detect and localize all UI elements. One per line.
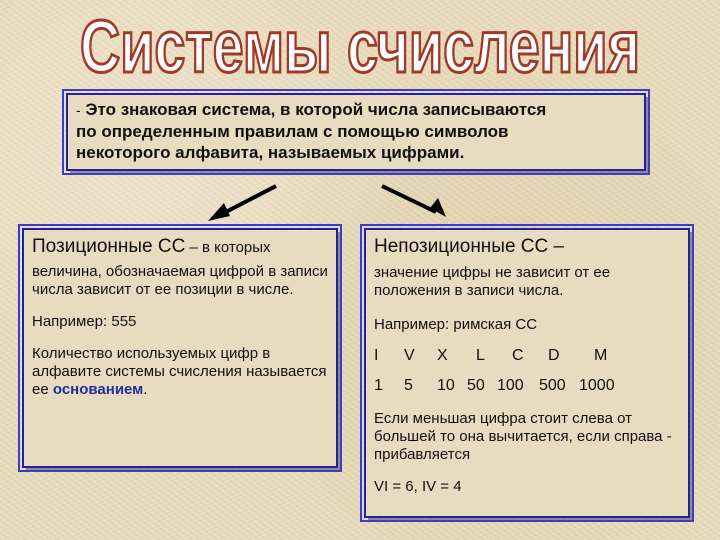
positional-description: величина, обозначаемая цифрой в записи числа зависит от ее позиции в числе. <box>32 263 328 298</box>
roman-numeral: D <box>548 347 560 364</box>
definition-text <box>76 99 638 163</box>
left-arrowhead <box>208 203 230 221</box>
definition-dash: - <box>76 102 81 118</box>
base-term: основанием <box>52 381 144 398</box>
definition-line-3: некоторого алфавита, называемых цифрами. <box>76 143 465 162</box>
base-definition: Количество используемых цифр в алфавите системы счисления называется ее <box>32 345 327 398</box>
nonpositional-rule: Если меньшая цифра стоит слева от большей то она вычитается, если справа - прибавляется <box>374 410 672 463</box>
left-arrow <box>218 186 276 216</box>
roman-value: 10 <box>437 377 455 394</box>
right-arrowhead <box>430 198 446 217</box>
roman-value: 500 <box>539 377 566 394</box>
positional-title-tail: – в которых <box>185 239 271 256</box>
roman-numeral: X <box>437 347 448 364</box>
definition-line-1: Это знаковая система, в которой числа записываются <box>80 100 547 119</box>
right-arrow <box>382 186 436 212</box>
roman-values-row <box>374 376 678 396</box>
roman-value: 1000 <box>579 377 615 394</box>
roman-numeral: V <box>404 347 415 364</box>
positional-base-text <box>32 345 328 399</box>
roman-numeral: I <box>374 347 379 364</box>
base-end: . <box>143 381 148 398</box>
definition-line-2: по определенным правилам с помощью символов <box>76 122 509 141</box>
nonpositional-box <box>364 228 690 518</box>
definition-box <box>66 93 646 171</box>
positional-heading <box>32 236 328 259</box>
positional-example: Например: 555 <box>32 313 137 330</box>
positional-box <box>22 228 338 468</box>
slide-title-text: Системы счисления <box>80 5 640 82</box>
roman-numeral: L <box>476 347 485 364</box>
roman-value: 100 <box>497 377 524 394</box>
roman-numeral: M <box>594 347 608 364</box>
nonpositional-title: Непозиционные СС – <box>374 236 565 257</box>
slide-title <box>0 2 720 82</box>
nonpositional-example: Например: римская СС <box>374 316 538 333</box>
roman-numeral: C <box>512 347 524 364</box>
nonpositional-description: значение цифры не зависит от ее положения в записи числа. <box>374 264 611 299</box>
roman-value: 50 <box>467 377 485 394</box>
roman-value: 5 <box>404 377 413 394</box>
nonpositional-examples: VI = 6, IV = 4 <box>374 478 462 495</box>
roman-value: 1 <box>374 377 383 394</box>
positional-title: Позиционные СС <box>32 236 186 257</box>
roman-numerals-row <box>374 346 678 366</box>
